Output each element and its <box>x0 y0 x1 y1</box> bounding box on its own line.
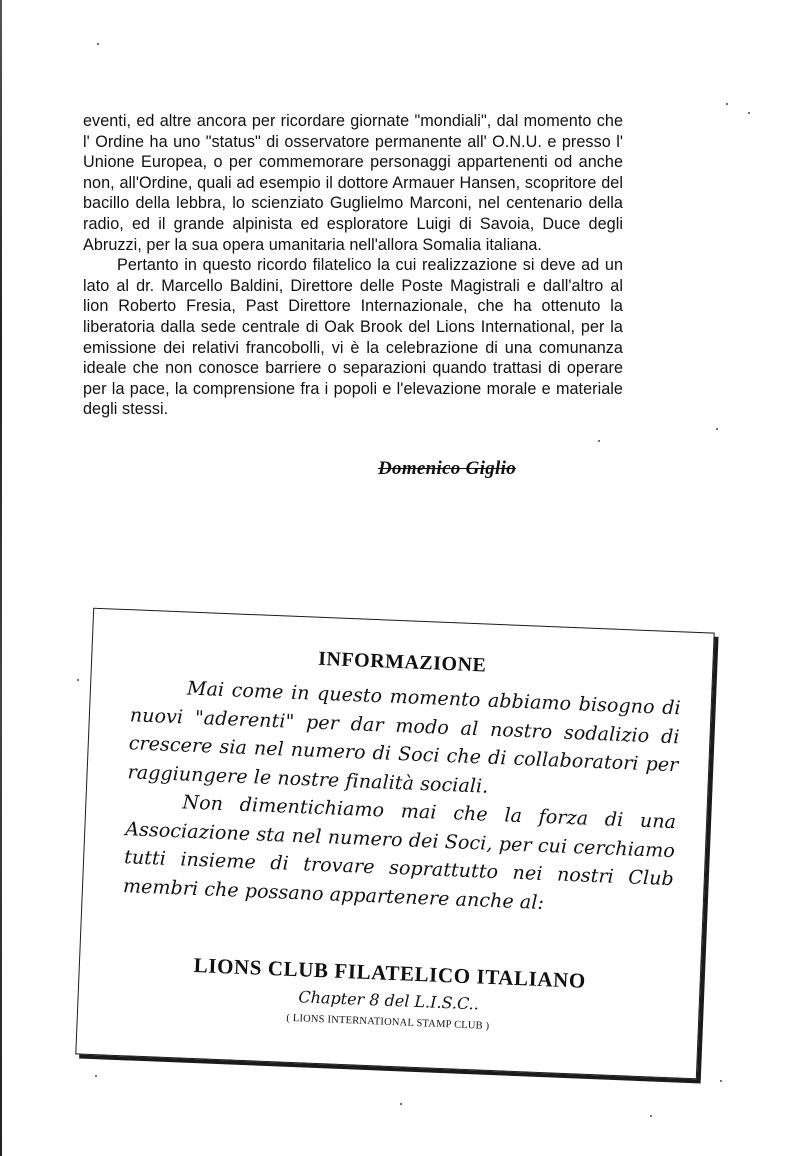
scan-speck <box>77 679 79 681</box>
chapter-line: Chapter 8 del L.I.S.C.. <box>298 987 480 1014</box>
club-name: LIONS CLUB FILATELICO ITALIANO <box>193 953 587 993</box>
scan-speck <box>400 1103 402 1105</box>
scan-speck <box>598 440 600 442</box>
body-paragraph-1: eventi, ed altre ancora per ricordare giornate "mondiali", dal momento che l' Ordine ha uno "status" di osservatore permanente all' O.N.U. e presso l' Unione Europea, o per commemorare personaggi appartenenti od anche non, all'Ordine, quali ad esempio il dottore Armauer Hansen, scopritore del bacillo della lebbra, lo scienziato Guglielmo Marconi, nel centenario della radio, ed il grande alpinista ed esploratore Luigi di Savoia, Duce degli Abruzzi, per la sua opera umanitaria nell'allora Somalia italiana. <box>83 112 623 254</box>
scan-speck <box>716 428 718 430</box>
scan-speck <box>95 1075 97 1077</box>
info-paragraph-2: Non dimentichiamo mai che la forza di una Associazione sta nel numero dei Soci, per cui cerchiamo tutti insieme di trovare soprattutto nei nostri Club membri che possano appartenere anche al: <box>122 791 677 914</box>
scan-left-edge <box>0 0 2 1156</box>
body-text <box>83 111 623 420</box>
scan-speck <box>726 103 728 105</box>
author-signature <box>378 458 516 480</box>
scan-speck <box>97 43 99 45</box>
info-title: INFORMAZIONE <box>317 647 487 677</box>
stamp-club-line: ( LIONS INTERNATIONAL STAMP CLUB ) <box>286 1012 490 1032</box>
scan-speck <box>650 1115 652 1117</box>
scan-speck <box>720 1080 722 1082</box>
signature-text: Domenico Giglio <box>378 458 517 479</box>
information-box <box>75 608 714 1080</box>
info-text <box>123 672 682 922</box>
info-paragraph-1: Mai come in questo momento abbiamo bisogno di nuovi "aderenti" per dar modo al nostro sodalizio di crescere sia nel numero di Soci che di collaboratori per raggiungere le nostre finalità sociali. <box>127 677 682 798</box>
body-paragraph-2: Pertanto in questo ricordo filatelico la cui realizzazione si deve ad un lato al dr. Marcello Baldini, Direttore delle Poste Magistrali e dall'altro al lion Roberto Fresia, Past Direttore Internazionale, che ha ottenuto la liberatoria dalla sede centrale di Oak Brook del Lions International, per la emissione dei relativi francobolli, vi è la celebrazione di una comunanza ideale che non conosce barriere o separazioni quando trattasi di operare per la pace, la comprensione fra i popoli e l'elevazione morale e materiale degli stessi. <box>83 256 623 419</box>
scan-speck <box>748 112 750 114</box>
